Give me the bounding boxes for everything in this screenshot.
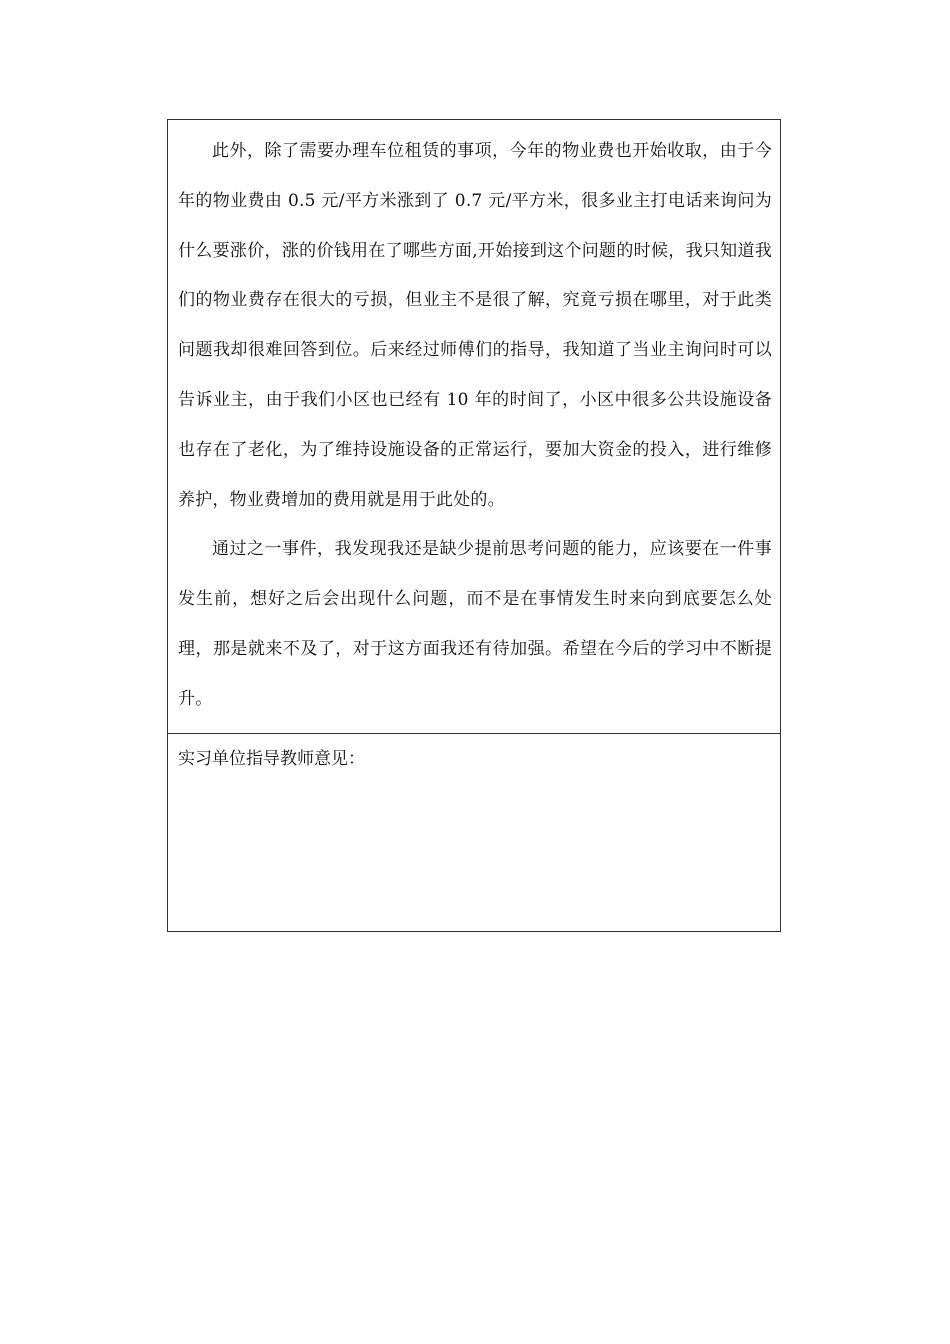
supervisor-opinion-label: 实习单位指导教师意见： (178, 748, 365, 769)
supervisor-opinion-cell (168, 734, 780, 931)
report-paragraph-2: 通过之一事件，我发现我还是缺少提前思考问题的能力，应该要在一件事发生前，想好之后会出现什么问题，而不是在事情发生时来向到底要怎么处理，那是就来不及了，对于这方面我还有待加强。希望在今后的学习中不断提升。 (178, 539, 772, 709)
internship-report-form (167, 119, 781, 932)
report-paragraph-1: 此外，除了需要办理车位租赁的事项，今年的物业费也开始收取，由于今年的物业费由 0.5 元/平方米涨到了 0.7 元/平方米，很多业主打电话来询问为什么要涨价，涨的价钱用在了哪些方面,开始接到这个问题的时候，我只知道我们的物业费存在很大的亏损，但业主不是很了解，究竟亏损在哪里，对于此类问题我却很难回答到位。后来经过师傅们的指导，我知道了当业主询问时可以告诉业主，由于我们小区也已经有 10 年的时间了，小区中很多公共设施设备也存在了老化，为了维持设施设备的正常运行，要加大资金的投入，进行维修养护，物业费增加的费用就是用于此处的。 (178, 141, 772, 510)
report-content-cell (168, 120, 780, 734)
